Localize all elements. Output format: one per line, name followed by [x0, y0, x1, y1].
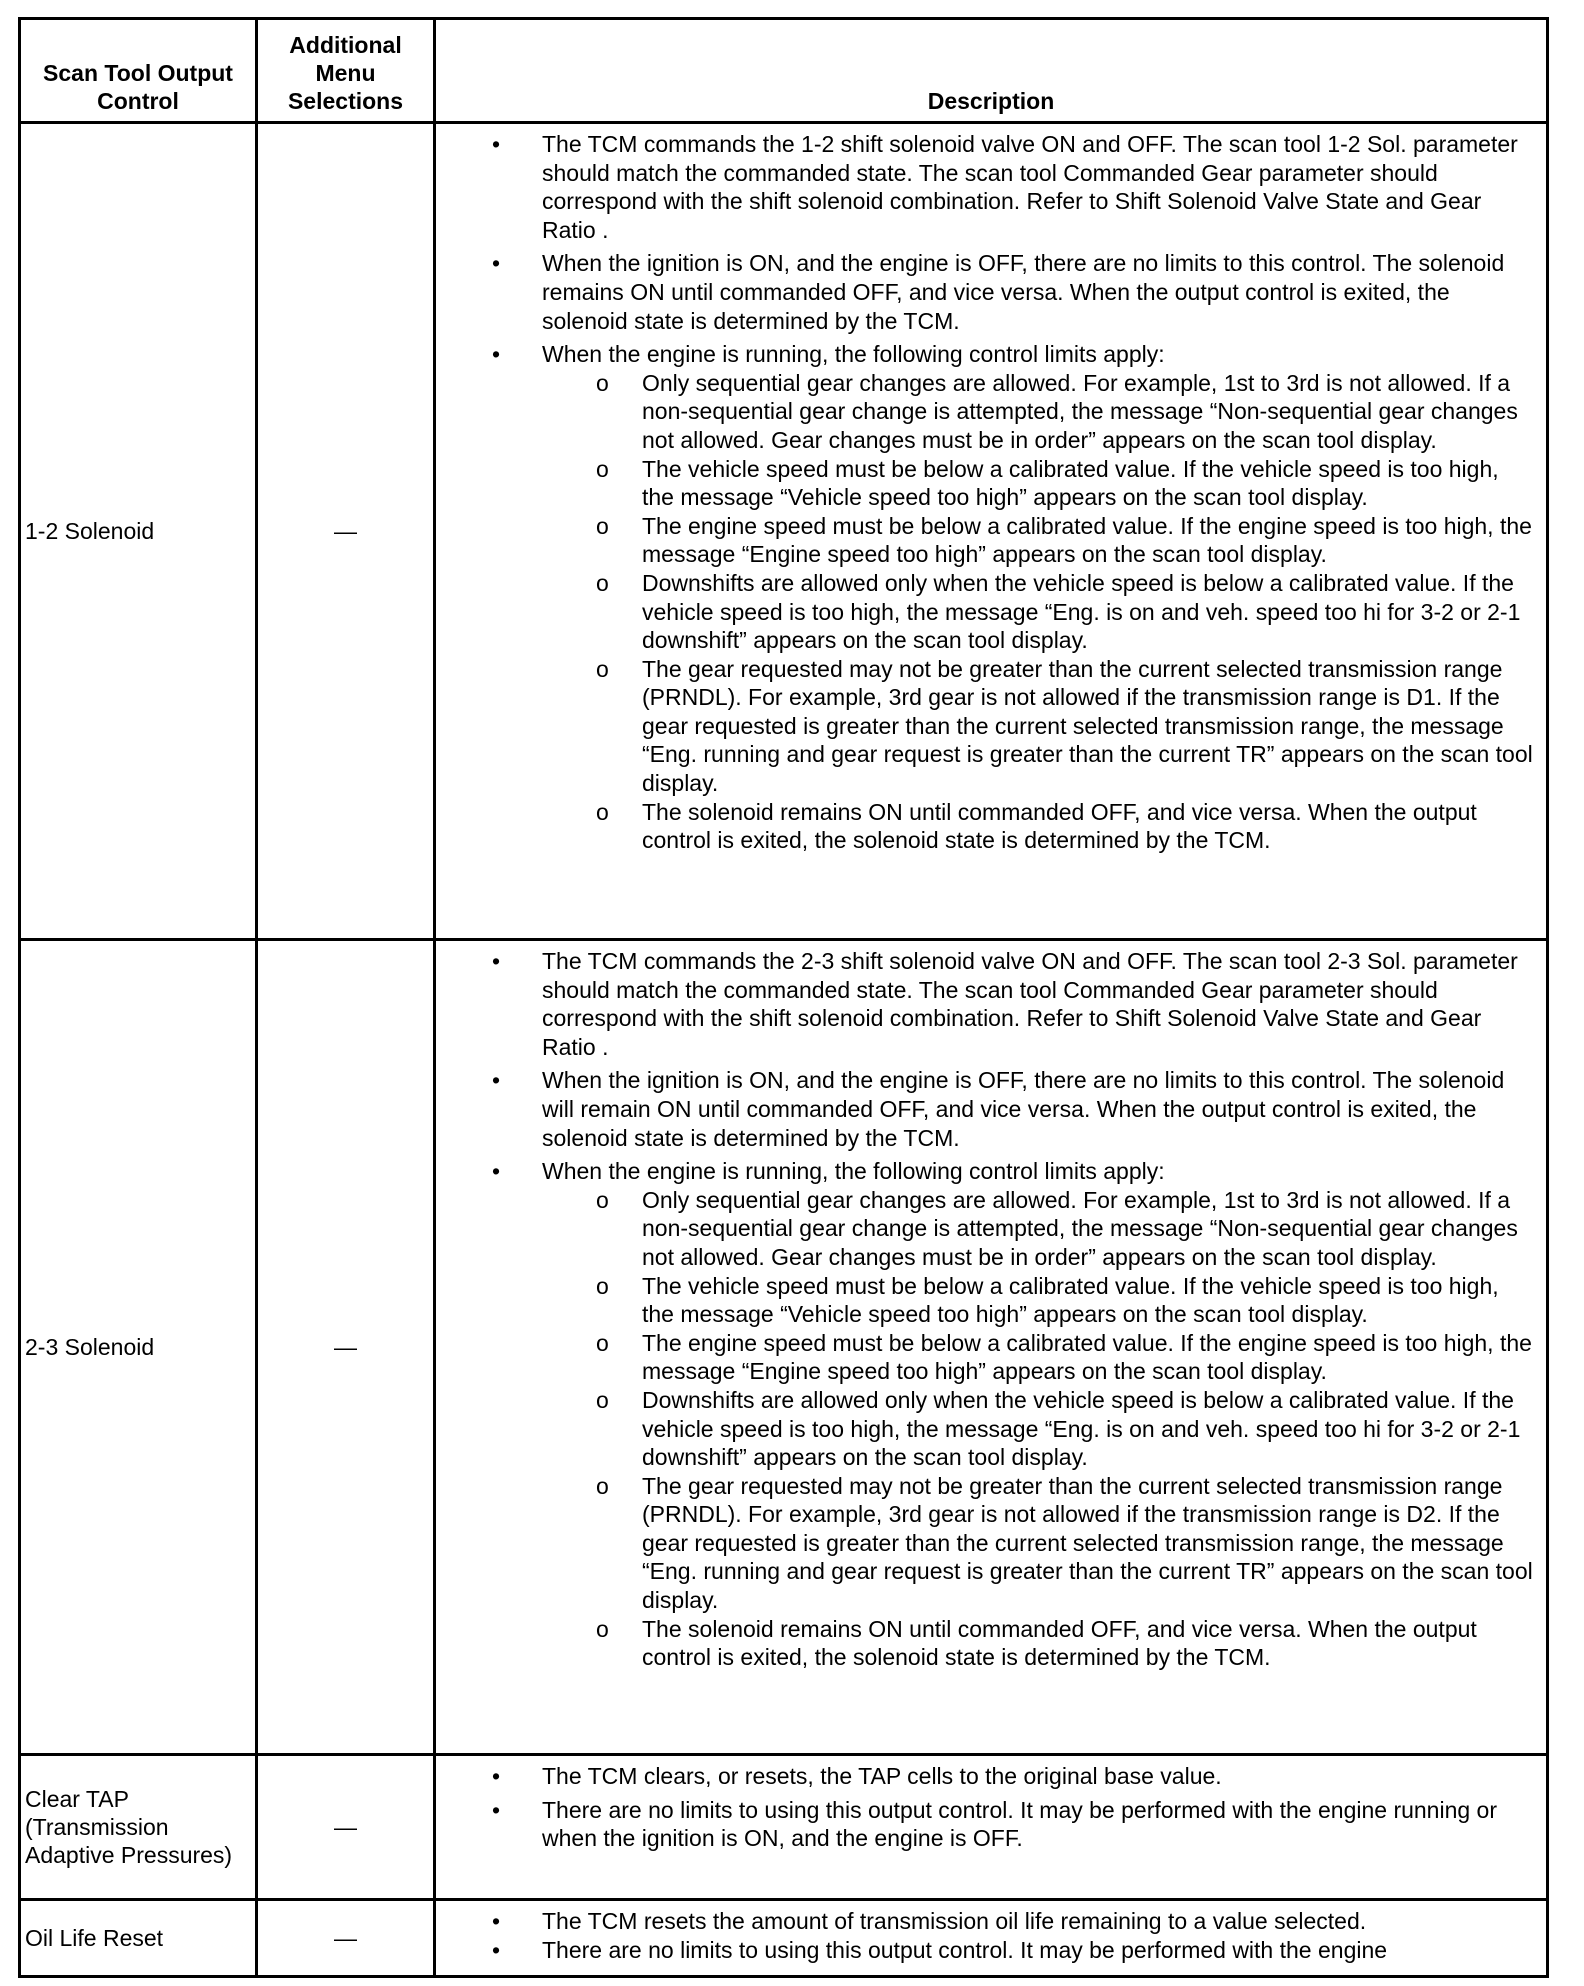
description-cell	[435, 1900, 1548, 1977]
circle-bullet-icon: o	[596, 1272, 609, 1299]
bullet-item: • There are no limits to using this output control. It may be performed with the engine running or when the ignition is ON, and the engine is OFF.	[492, 1796, 1498, 1852]
bullet-item: • When the engine is running, the following control limits apply: o Only sequential gear changes are allowed. For example, 1st to 3rd is not allowed. If a non-sequential gear change is attempted, the message “Non-sequential gear changes not allowed. Gear changes must be in order” appears on the scan tool display. o The vehicle speed must be below a calibrated value. If the vehicle speed is too high, the message “Vehicle speed too high” appears on the scan tool display. o The engine speed must be below a calibrated value. If the engine speed is too high, the message “Engine speed too high” appears on the scan tool display. o Downshifts are allowed only when the vehicle speed is below a calibrated value. If the vehicle speed is too high, the message “Eng. is on and veh. speed too hi for 3-2 or 2-1 downshift” appears on the scan tool display. o The gear requested may not be greater than the current selected transmission range (PRNDL). For example, 3rd gear is not allowed if the transmission range is D1. If the gear requested is greater than the current selected transmission range, the message “Eng. running and gear request is greater than the current TR” appears on the scan tool display. o The solenoid remains ON until commanded OFF, and vice versa. When the output control is exited, the solenoid state is determined by the TCM.	[436, 340, 1536, 855]
bullet-icon: •	[492, 131, 501, 157]
sub-bullet-item: o The engine speed must be below a calibrated value. If the engine speed is too high, the message “Engine speed too high” appears on the scan tool display.	[596, 512, 1532, 568]
bullet-item: • When the ignition is ON, and the engine is OFF, there are no limits to this control. The solenoid will remain ON until commanded OFF, and vice versa. When the output control is exited, the solenoid state is determined by the TCM.	[492, 1067, 1505, 1151]
sub-bullet-item: o The solenoid remains ON until commanded OFF, and vice versa. When the output control is exited, the solenoid state is determined by the TCM.	[596, 1615, 1477, 1671]
menu-selection: —	[257, 123, 435, 940]
circle-bullet-icon: o	[596, 655, 609, 682]
menu-selection: —	[257, 1900, 435, 1977]
control-name: 2-3 Solenoid	[20, 940, 257, 1755]
bullet-item: • The TCM clears, or resets, the TAP cells to the original base value.	[492, 1763, 1222, 1789]
table-row	[20, 1755, 1548, 1900]
menu-selection: —	[257, 940, 435, 1755]
bullet-icon: •	[492, 948, 501, 974]
circle-bullet-icon: o	[596, 1386, 609, 1413]
bullet-icon: •	[492, 1936, 501, 1963]
header-description: Description	[435, 19, 1548, 123]
bullet-icon: •	[492, 250, 501, 277]
sub-bullet-item: o Downshifts are allowed only when the vehicle speed is below a calibrated value. If the vehicle speed is too high, the message “Eng. is on and veh. speed too hi for 3-2 or 2-1 downshift” appears on the scan tool display.	[596, 569, 1521, 654]
circle-bullet-icon: o	[596, 1615, 609, 1642]
circle-bullet-icon: o	[596, 798, 609, 825]
bullet-icon: •	[492, 341, 501, 368]
circle-bullet-icon: o	[596, 455, 609, 482]
sub-bullet-item: o The solenoid remains ON until commanded OFF, and vice versa. When the output control is exited, the solenoid state is determined by the TCM.	[596, 798, 1477, 854]
description-cell	[435, 940, 1548, 1755]
menu-selection: —	[257, 1755, 435, 1900]
output-control-table	[18, 17, 1549, 1978]
header-scan-tool-output-control: Scan Tool Output Control	[20, 19, 257, 123]
sub-bullet-item: o The gear requested may not be greater than the current selected transmission range (PRNDL). For example, 3rd gear is not allowed if the transmission range is D2. If the gear requested is greater than the current selected transmission range, the message “Eng. running and gear request is greater than the current TR” appears on the scan tool display.	[596, 1472, 1533, 1614]
description-cell	[435, 123, 1548, 940]
bullet-item: • When the ignition is ON, and the engine is OFF, there are no limits to this control. The solenoid remains ON until commanded OFF, and vice versa. When the output control is exited, the solenoid state is determined by the TCM.	[492, 250, 1505, 334]
circle-bullet-icon: o	[596, 1329, 609, 1356]
sub-bullet-item: o The vehicle speed must be below a calibrated value. If the vehicle speed is too high, the message “Vehicle speed too high” appears on the scan tool display.	[596, 1272, 1499, 1328]
bullet-item: • The TCM commands the 1-2 shift solenoid valve ON and OFF. The scan tool 1-2 Sol. parameter should match the commanded state. The scan tool Commanded Gear parameter should correspond with the shift solenoid combination. Refer to Shift Solenoid Valve State and Gear Ratio .	[492, 131, 1518, 243]
bullet-item: • The TCM commands the 2-3 shift solenoid valve ON and OFF. The scan tool 2-3 Sol. parameter should match the commanded state. The scan tool Commanded Gear parameter should correspond with the shift solenoid combination. Refer to Shift Solenoid Valve State and Gear Ratio .	[492, 948, 1518, 1060]
bullet-icon: •	[492, 1067, 501, 1094]
bullet-icon: •	[492, 1796, 501, 1823]
bullet-item: • When the engine is running, the following control limits apply: o Only sequential gear changes are allowed. For example, 1st to 3rd is not allowed. If a non-sequential gear change is attempted, the message “Non-sequential gear changes not allowed. Gear changes must be in order” appears on the scan tool display. o The vehicle speed must be below a calibrated value. If the vehicle speed is too high, the message “Vehicle speed too high” appears on the scan tool display. o The engine speed must be below a calibrated value. If the engine speed is too high, the message “Engine speed too high” appears on the scan tool display. o Downshifts are allowed only when the vehicle speed is below a calibrated value. If the vehicle speed is too high, the message “Eng. is on and veh. speed too hi for 3-2 or 2-1 downshift” appears on the scan tool display. o The gear requested may not be greater than the current selected transmission range (PRNDL). For example, 3rd gear is not allowed if the transmission range is D2. If the gear requested is greater than the current selected transmission range, the message “Eng. running and gear request is greater than the current TR” appears on the scan tool display. o The solenoid remains ON until commanded OFF, and vice versa. When the output control is exited, the solenoid state is determined by the TCM.	[436, 1157, 1536, 1672]
header-additional-menu-selections: Additional Menu Selections	[257, 19, 435, 123]
sub-bullet-item: o The gear requested may not be greater than the current selected transmission range (PRNDL). For example, 3rd gear is not allowed if the transmission range is D1. If the gear requested is greater than the current selected transmission range, the message “Eng. running and gear request is greater than the current TR” appears on the scan tool display.	[596, 655, 1533, 797]
table-header-row	[20, 19, 1548, 123]
control-name: 1-2 Solenoid	[20, 123, 257, 940]
circle-bullet-icon: o	[596, 569, 609, 596]
sub-bullet-item: o Downshifts are allowed only when the vehicle speed is below a calibrated value. If the vehicle speed is too high, the message “Eng. is on and veh. speed too hi for 3-2 or 2-1 downshift” appears on the scan tool display.	[596, 1386, 1521, 1471]
sub-bullet-item: o The vehicle speed must be below a calibrated value. If the vehicle speed is too high, the message “Vehicle speed too high” appears on the scan tool display.	[596, 455, 1499, 511]
circle-bullet-icon: o	[596, 1472, 609, 1499]
control-name: Clear TAP (Transmission Adaptive Pressures)	[20, 1755, 257, 1900]
bullet-item: • The TCM resets the amount of transmission oil life remaining to a value selected.	[492, 1908, 1367, 1934]
sub-bullet-item: o The engine speed must be below a calibrated value. If the engine speed is too high, the message “Engine speed too high” appears on the scan tool display.	[596, 1329, 1532, 1385]
circle-bullet-icon: o	[596, 369, 609, 396]
circle-bullet-icon: o	[596, 1186, 609, 1213]
table-row	[20, 123, 1548, 940]
circle-bullet-icon: o	[596, 512, 609, 539]
control-name: Oil Life Reset	[20, 1900, 257, 1977]
description-cell	[435, 1755, 1548, 1900]
bullet-icon: •	[492, 1908, 501, 1934]
table-row	[20, 940, 1548, 1755]
sub-bullet-item: o Only sequential gear changes are allowed. For example, 1st to 3rd is not allowed. If a non-sequential gear change is attempted, the message “Non-sequential gear changes not allowed. Gear changes must be in order” appears on the scan tool display.	[596, 369, 1518, 453]
table-row	[20, 1900, 1548, 1977]
bullet-icon: •	[492, 1763, 501, 1789]
bullet-item: • There are no limits to using this output control. It may be performed with the engine	[492, 1936, 1388, 1963]
sub-bullet-item: o Only sequential gear changes are allowed. For example, 1st to 3rd is not allowed. If a non-sequential gear change is attempted, the message “Non-sequential gear changes not allowed. Gear changes must be in order” appears on the scan tool display.	[596, 1186, 1518, 1270]
bullet-icon: •	[492, 1158, 501, 1185]
